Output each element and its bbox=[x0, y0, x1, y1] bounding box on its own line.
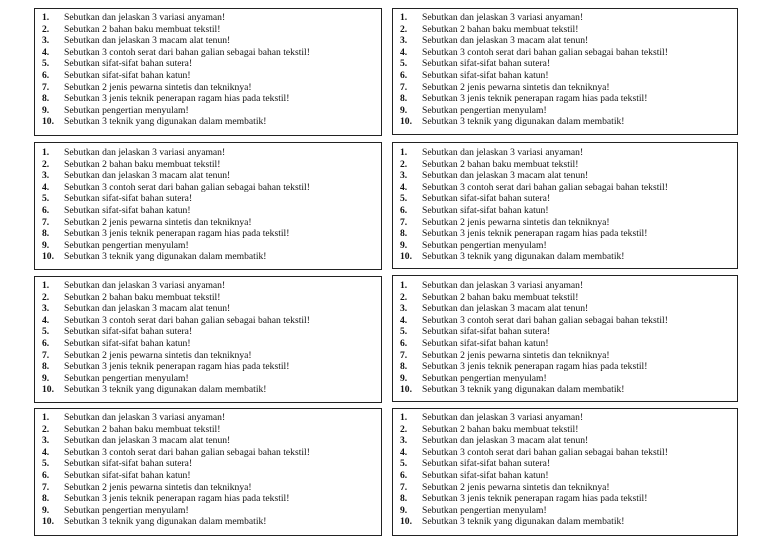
question-item bbox=[42, 412, 381, 424]
question-item bbox=[400, 240, 737, 252]
question-number: 6. bbox=[42, 469, 50, 481]
question-number: 4. bbox=[400, 46, 408, 58]
question-item bbox=[400, 350, 737, 362]
question-item bbox=[42, 361, 381, 373]
question-item bbox=[42, 435, 381, 447]
question-number: 2. bbox=[400, 158, 408, 170]
question-list bbox=[42, 147, 381, 263]
question-number: 6. bbox=[42, 69, 50, 81]
question-number: 1. bbox=[400, 147, 408, 158]
question-item bbox=[42, 170, 381, 182]
question-text: Sebutkan dan jelaskan 3 variasi anyaman! bbox=[422, 147, 584, 158]
question-item bbox=[400, 412, 737, 424]
question-item bbox=[400, 228, 737, 240]
question-text: Sebutkan pengertian menyulam! bbox=[64, 239, 189, 251]
question-item bbox=[400, 424, 737, 436]
question-text: Sebutkan pengertian menyulam! bbox=[64, 372, 189, 384]
question-number: 9. bbox=[400, 239, 408, 251]
question-text: Sebutkan sifat-sifat bahan katun! bbox=[422, 469, 549, 481]
question-text: Sebutkan 2 jenis pewarna sintetis dan tekniknya! bbox=[422, 81, 610, 93]
question-number: 9. bbox=[400, 104, 408, 116]
question-number: 6. bbox=[400, 204, 408, 216]
question-item bbox=[400, 47, 737, 59]
question-item bbox=[42, 70, 381, 82]
question-number: 5. bbox=[42, 326, 50, 338]
question-item bbox=[400, 159, 737, 171]
question-text: Sebutkan sifat-sifat bahan katun! bbox=[64, 469, 191, 481]
question-item bbox=[42, 493, 381, 505]
question-list bbox=[42, 12, 381, 128]
question-number: 6. bbox=[400, 337, 408, 349]
question-text: Sebutkan dan jelaskan 3 macam alat tenun! bbox=[422, 170, 589, 182]
question-number: 10. bbox=[400, 384, 412, 396]
question-text: Sebutkan 3 jenis teknik penerapan ragam hias pada tekstil! bbox=[422, 228, 648, 240]
question-item bbox=[42, 373, 381, 385]
question-item bbox=[400, 280, 737, 292]
question-number: 10. bbox=[400, 251, 412, 263]
question-item bbox=[42, 424, 381, 436]
question-number: 8. bbox=[400, 93, 408, 105]
question-number: 5. bbox=[400, 458, 408, 470]
question-item bbox=[42, 82, 381, 94]
question-list bbox=[400, 12, 737, 128]
question-text: Sebutkan 3 contoh serat dari bahan galian sebagai bahan tekstil! bbox=[422, 314, 668, 326]
question-card bbox=[34, 8, 382, 136]
question-text: Sebutkan 2 jenis pewarna sintetis dan tekniknya! bbox=[64, 481, 252, 493]
question-number: 3. bbox=[42, 435, 50, 447]
question-text: Sebutkan dan jelaskan 3 variasi anyaman! bbox=[64, 12, 226, 23]
question-text: Sebutkan dan jelaskan 3 macam alat tenun! bbox=[64, 303, 231, 315]
question-item bbox=[42, 47, 381, 59]
question-number: 4. bbox=[42, 314, 50, 326]
question-number: 2. bbox=[400, 291, 408, 303]
question-item bbox=[42, 280, 381, 292]
question-number: 1. bbox=[42, 412, 50, 423]
question-item bbox=[400, 12, 737, 24]
question-number: 6. bbox=[400, 469, 408, 481]
question-number: 9. bbox=[400, 372, 408, 384]
question-number: 7. bbox=[400, 481, 408, 493]
question-text: Sebutkan dan jelaskan 3 macam alat tenun! bbox=[64, 35, 231, 47]
question-number: 4. bbox=[400, 314, 408, 326]
question-number: 8. bbox=[42, 93, 50, 105]
question-item bbox=[42, 159, 381, 171]
question-item bbox=[42, 458, 381, 470]
question-card bbox=[392, 142, 738, 269]
question-text: Sebutkan dan jelaskan 3 variasi anyaman! bbox=[64, 147, 226, 158]
question-text: Sebutkan sifat-sifat bahan sutera! bbox=[422, 458, 551, 470]
question-number: 8. bbox=[42, 493, 50, 505]
question-number: 2. bbox=[42, 23, 50, 35]
question-item bbox=[400, 193, 737, 205]
question-text: Sebutkan sifat-sifat bahan katun! bbox=[64, 204, 191, 216]
question-item bbox=[400, 147, 737, 159]
question-item bbox=[42, 292, 381, 304]
question-item bbox=[400, 93, 737, 105]
question-text: Sebutkan dan jelaskan 3 macam alat tenun! bbox=[422, 35, 589, 47]
question-number: 7. bbox=[42, 481, 50, 493]
question-item bbox=[400, 251, 737, 263]
question-text: Sebutkan 2 bahan baku membuat tekstil! bbox=[422, 23, 579, 35]
question-text: Sebutkan 2 bahan baku membuat tekstil! bbox=[422, 158, 579, 170]
question-text: Sebutkan 3 teknik yang digunakan dalam membatik! bbox=[422, 251, 625, 263]
question-text: Sebutkan 2 bahan baku membuat tekstil! bbox=[422, 291, 579, 303]
question-text: Sebutkan 3 teknik yang digunakan dalam membatik! bbox=[422, 116, 625, 128]
question-item bbox=[400, 105, 737, 117]
question-item bbox=[400, 338, 737, 350]
question-text: Sebutkan sifat-sifat bahan katun! bbox=[64, 69, 191, 81]
question-text: Sebutkan 3 contoh serat dari bahan galian sebagai bahan tekstil! bbox=[422, 446, 668, 458]
question-number: 3. bbox=[400, 435, 408, 447]
question-text: Sebutkan 2 bahan baku membuat tekstil! bbox=[64, 23, 221, 35]
question-text: Sebutkan dan jelaskan 3 macam alat tenun! bbox=[422, 303, 589, 315]
question-text: Sebutkan pengertian menyulam! bbox=[422, 239, 547, 251]
question-text: Sebutkan sifat-sifat bahan katun! bbox=[422, 337, 549, 349]
question-number: 7. bbox=[42, 81, 50, 93]
question-text: Sebutkan sifat-sifat bahan katun! bbox=[422, 69, 549, 81]
question-number: 6. bbox=[400, 69, 408, 81]
question-text: Sebutkan sifat-sifat bahan katun! bbox=[64, 337, 191, 349]
question-item bbox=[400, 35, 737, 47]
question-number: 5. bbox=[42, 193, 50, 205]
question-text: Sebutkan 2 bahan baku membuat tekstil! bbox=[64, 291, 221, 303]
question-item bbox=[42, 93, 381, 105]
question-item bbox=[42, 326, 381, 338]
question-number: 6. bbox=[42, 204, 50, 216]
question-item bbox=[400, 373, 737, 385]
question-item bbox=[42, 116, 381, 128]
question-text: Sebutkan 3 jenis teknik penerapan ragam hias pada tekstil! bbox=[64, 93, 290, 105]
question-item bbox=[400, 170, 737, 182]
question-item bbox=[42, 147, 381, 159]
question-number: 9. bbox=[42, 239, 50, 251]
question-number: 8. bbox=[400, 493, 408, 505]
question-item bbox=[400, 384, 737, 396]
question-number: 8. bbox=[42, 361, 50, 373]
question-text: Sebutkan dan jelaskan 3 variasi anyaman! bbox=[422, 280, 584, 291]
question-number: 2. bbox=[42, 423, 50, 435]
question-number: 3. bbox=[400, 170, 408, 182]
question-number: 4. bbox=[400, 446, 408, 458]
question-text: Sebutkan 2 jenis pewarna sintetis dan tekniknya! bbox=[64, 216, 252, 228]
question-item bbox=[42, 251, 381, 263]
question-text: Sebutkan 2 jenis pewarna sintetis dan tekniknya! bbox=[64, 349, 252, 361]
question-text: Sebutkan 3 contoh serat dari bahan galian sebagai bahan tekstil! bbox=[64, 181, 310, 193]
question-list bbox=[42, 280, 381, 396]
question-text: Sebutkan pengertian menyulam! bbox=[422, 504, 547, 516]
question-text: Sebutkan 3 contoh serat dari bahan galian sebagai bahan tekstil! bbox=[422, 181, 668, 193]
question-text: Sebutkan 2 jenis pewarna sintetis dan tekniknya! bbox=[422, 349, 610, 361]
question-number: 5. bbox=[42, 458, 50, 470]
question-item bbox=[400, 516, 737, 528]
question-item bbox=[42, 105, 381, 117]
question-item bbox=[42, 193, 381, 205]
question-item bbox=[400, 303, 737, 315]
question-number: 10. bbox=[400, 116, 412, 128]
question-number: 4. bbox=[42, 46, 50, 58]
question-text: Sebutkan 3 teknik yang digunakan dalam membatik! bbox=[64, 516, 267, 528]
question-number: 3. bbox=[42, 35, 50, 47]
question-number: 7. bbox=[400, 349, 408, 361]
question-text: Sebutkan 3 teknik yang digunakan dalam membatik! bbox=[64, 384, 267, 396]
question-item bbox=[42, 482, 381, 494]
question-number: 1. bbox=[400, 12, 408, 23]
question-number: 10. bbox=[42, 116, 54, 128]
question-number: 2. bbox=[400, 23, 408, 35]
question-text: Sebutkan 3 jenis teknik penerapan ragam hias pada tekstil! bbox=[64, 228, 290, 240]
question-item bbox=[400, 458, 737, 470]
question-number: 5. bbox=[42, 58, 50, 70]
question-item bbox=[42, 338, 381, 350]
question-item bbox=[400, 361, 737, 373]
question-number: 5. bbox=[400, 193, 408, 205]
question-number: 4. bbox=[42, 181, 50, 193]
question-number: 4. bbox=[400, 181, 408, 193]
question-list bbox=[400, 412, 737, 528]
question-text: Sebutkan 3 contoh serat dari bahan galian sebagai bahan tekstil! bbox=[64, 46, 310, 58]
question-text: Sebutkan 2 jenis pewarna sintetis dan tekniknya! bbox=[64, 81, 252, 93]
question-text: Sebutkan 3 teknik yang digunakan dalam membatik! bbox=[422, 384, 625, 396]
question-item bbox=[400, 470, 737, 482]
question-number: 7. bbox=[400, 216, 408, 228]
question-number: 6. bbox=[42, 337, 50, 349]
question-list bbox=[42, 412, 381, 528]
question-item bbox=[42, 205, 381, 217]
question-number: 1. bbox=[42, 147, 50, 158]
question-number: 3. bbox=[42, 303, 50, 315]
question-item bbox=[42, 240, 381, 252]
question-text: Sebutkan 2 jenis pewarna sintetis dan tekniknya! bbox=[422, 481, 610, 493]
question-number: 2. bbox=[42, 291, 50, 303]
question-text: Sebutkan sifat-sifat bahan katun! bbox=[422, 204, 549, 216]
question-text: Sebutkan pengertian menyulam! bbox=[64, 504, 189, 516]
question-number: 2. bbox=[42, 158, 50, 170]
question-number: 10. bbox=[42, 516, 54, 528]
question-item bbox=[42, 447, 381, 459]
question-item bbox=[400, 493, 737, 505]
question-text: Sebutkan sifat-sifat bahan sutera! bbox=[64, 458, 193, 470]
question-list bbox=[400, 147, 737, 263]
question-number: 9. bbox=[400, 504, 408, 516]
question-item bbox=[400, 58, 737, 70]
question-item bbox=[400, 435, 737, 447]
question-text: Sebutkan 3 jenis teknik penerapan ragam hias pada tekstil! bbox=[422, 93, 648, 105]
question-number: 1. bbox=[400, 412, 408, 423]
question-text: Sebutkan dan jelaskan 3 variasi anyaman! bbox=[64, 280, 226, 291]
question-text: Sebutkan sifat-sifat bahan sutera! bbox=[64, 58, 193, 70]
question-number: 9. bbox=[42, 104, 50, 116]
question-number: 5. bbox=[400, 58, 408, 70]
question-number: 8. bbox=[400, 361, 408, 373]
question-text: Sebutkan 3 teknik yang digunakan dalam membatik! bbox=[64, 116, 267, 128]
question-card bbox=[392, 408, 738, 536]
question-text: Sebutkan 2 bahan baku membuat tekstil! bbox=[64, 158, 221, 170]
question-number: 1. bbox=[400, 280, 408, 291]
question-item bbox=[400, 116, 737, 128]
question-text: Sebutkan dan jelaskan 3 macam alat tenun! bbox=[422, 435, 589, 447]
question-number: 8. bbox=[42, 228, 50, 240]
question-text: Sebutkan 3 contoh serat dari bahan galian sebagai bahan tekstil! bbox=[64, 314, 310, 326]
question-card bbox=[392, 275, 738, 402]
question-item bbox=[400, 205, 737, 217]
question-list bbox=[400, 280, 737, 396]
question-text: Sebutkan 3 contoh serat dari bahan galian sebagai bahan tekstil! bbox=[64, 446, 310, 458]
question-number: 1. bbox=[42, 280, 50, 291]
question-item bbox=[400, 505, 737, 517]
question-text: Sebutkan 3 contoh serat dari bahan galian sebagai bahan tekstil! bbox=[422, 46, 668, 58]
question-number: 7. bbox=[400, 81, 408, 93]
question-number: 9. bbox=[42, 504, 50, 516]
question-number: 7. bbox=[42, 349, 50, 361]
question-number: 1. bbox=[42, 12, 50, 23]
question-text: Sebutkan 3 jenis teknik penerapan ragam hias pada tekstil! bbox=[64, 493, 290, 505]
question-item bbox=[400, 82, 737, 94]
question-text: Sebutkan pengertian menyulam! bbox=[64, 104, 189, 116]
question-item bbox=[400, 70, 737, 82]
question-text: Sebutkan 3 jenis teknik penerapan ragam hias pada tekstil! bbox=[422, 361, 648, 373]
question-item bbox=[42, 217, 381, 229]
question-number: 5. bbox=[400, 326, 408, 338]
question-item bbox=[400, 447, 737, 459]
question-number: 3. bbox=[42, 170, 50, 182]
question-text: Sebutkan 3 jenis teknik penerapan ragam hias pada tekstil! bbox=[64, 361, 290, 373]
question-item bbox=[400, 292, 737, 304]
question-text: Sebutkan 3 teknik yang digunakan dalam membatik! bbox=[422, 516, 625, 528]
question-item bbox=[400, 326, 737, 338]
question-text: Sebutkan sifat-sifat bahan sutera! bbox=[64, 326, 193, 338]
question-item bbox=[400, 315, 737, 327]
question-card bbox=[392, 8, 738, 135]
question-text: Sebutkan pengertian menyulam! bbox=[422, 372, 547, 384]
question-text: Sebutkan 2 jenis pewarna sintetis dan tekniknya! bbox=[422, 216, 610, 228]
question-item bbox=[42, 12, 381, 24]
question-text: Sebutkan dan jelaskan 3 variasi anyaman! bbox=[422, 12, 584, 23]
question-item bbox=[42, 505, 381, 517]
question-text: Sebutkan dan jelaskan 3 macam alat tenun! bbox=[64, 170, 231, 182]
question-item bbox=[400, 24, 737, 36]
question-item bbox=[42, 303, 381, 315]
question-item bbox=[42, 516, 381, 528]
question-item bbox=[42, 182, 381, 194]
question-text: Sebutkan sifat-sifat bahan sutera! bbox=[422, 193, 551, 205]
question-text: Sebutkan 2 bahan baku membuat tekstil! bbox=[64, 423, 221, 435]
question-number: 4. bbox=[42, 446, 50, 458]
question-item bbox=[400, 217, 737, 229]
question-card bbox=[34, 408, 382, 536]
question-number: 7. bbox=[42, 216, 50, 228]
question-item bbox=[42, 24, 381, 36]
question-text: Sebutkan 2 bahan baku membuat tekstil! bbox=[422, 423, 579, 435]
question-item bbox=[42, 350, 381, 362]
question-number: 10. bbox=[400, 516, 412, 528]
question-number: 8. bbox=[400, 228, 408, 240]
question-number: 3. bbox=[400, 35, 408, 47]
question-number: 10. bbox=[42, 384, 54, 396]
question-text: Sebutkan dan jelaskan 3 variasi anyaman! bbox=[64, 412, 226, 423]
question-text: Sebutkan dan jelaskan 3 macam alat tenun! bbox=[64, 435, 231, 447]
question-number: 10. bbox=[42, 251, 54, 263]
question-card bbox=[34, 142, 382, 270]
question-item bbox=[42, 228, 381, 240]
question-text: Sebutkan 3 jenis teknik penerapan ragam hias pada tekstil! bbox=[422, 493, 648, 505]
question-text: Sebutkan dan jelaskan 3 variasi anyaman! bbox=[422, 412, 584, 423]
question-item bbox=[42, 470, 381, 482]
question-item bbox=[400, 182, 737, 194]
question-item bbox=[42, 58, 381, 70]
question-item bbox=[42, 315, 381, 327]
question-text: Sebutkan sifat-sifat bahan sutera! bbox=[422, 326, 551, 338]
question-number: 2. bbox=[400, 423, 408, 435]
question-number: 9. bbox=[42, 372, 50, 384]
question-number: 3. bbox=[400, 303, 408, 315]
question-card bbox=[34, 276, 382, 403]
question-item bbox=[42, 384, 381, 396]
question-text: Sebutkan pengertian menyulam! bbox=[422, 104, 547, 116]
question-item bbox=[42, 35, 381, 47]
question-text: Sebutkan 3 teknik yang digunakan dalam membatik! bbox=[64, 251, 267, 263]
question-item bbox=[400, 482, 737, 494]
question-text: Sebutkan sifat-sifat bahan sutera! bbox=[64, 193, 193, 205]
question-text: Sebutkan sifat-sifat bahan sutera! bbox=[422, 58, 551, 70]
